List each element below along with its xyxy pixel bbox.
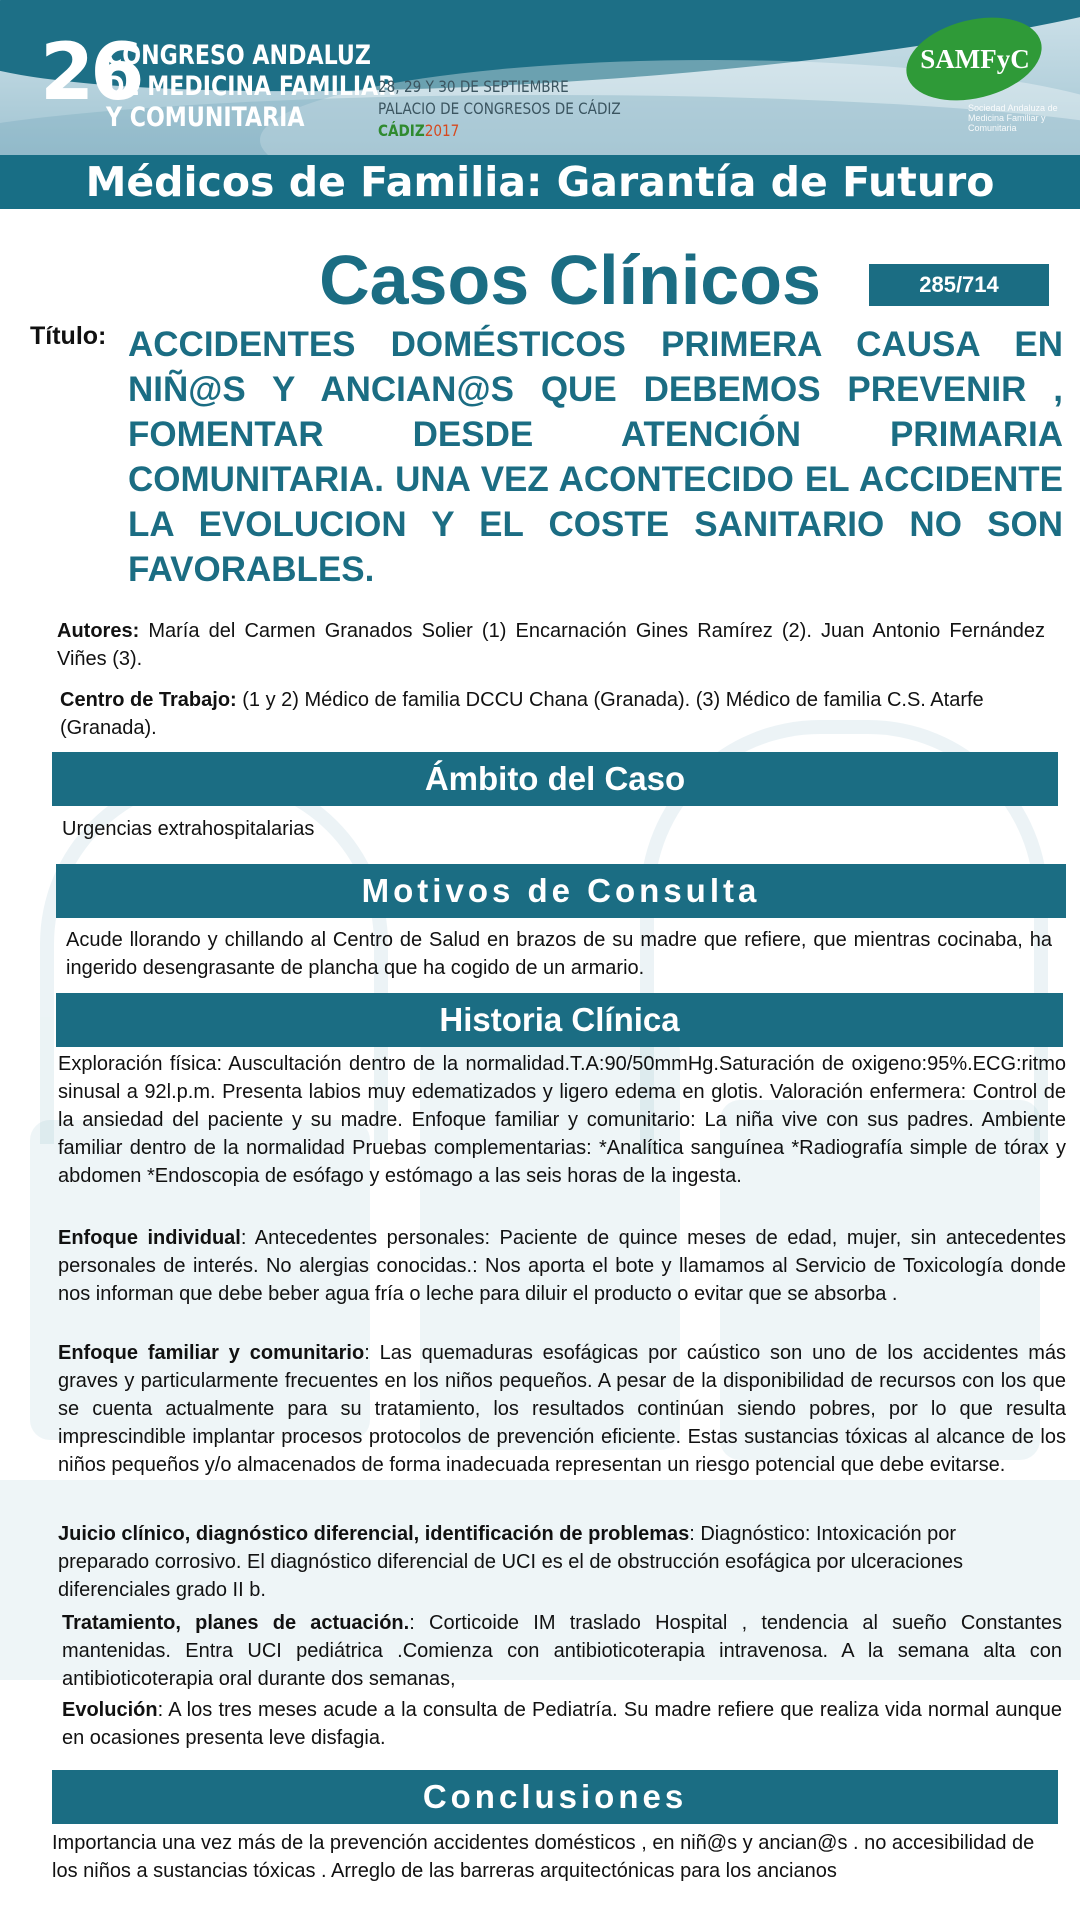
enfoque-familiar-text: : Las quemaduras esofágicas por caústico son uno de los accidentes más graves y particularmente frecuentes en los niños pequeños. A pesar de la disponibilidad de recursos con los que se cuenta actualmente para su tratamiento, los resultados continúan siendo pobres, por lo que resulta imprescindible implantar procesos protocolos de prevención eficiente. Estas sustancias tóxicas al alcance de los niños pequeños y/o almacenados de forma inadecuada representan un riesgo potencial que debe evitarse. bbox=[58, 1342, 1066, 1476]
conclusiones-text: Importancia una vez más de la prevención accidentes domésticos , en niñ@s y ancian@s . no accesibilidad de los niños a sustancias tóxicas . Arreglo de las barreras arquitectónicas para los ancianos bbox=[52, 1832, 1035, 1882]
case-number-badge: 285/714 bbox=[869, 264, 1049, 306]
section-heading-ambito: Ámbito del Caso bbox=[52, 752, 1058, 806]
section-heading-conclusiones: Conclusiones bbox=[52, 1770, 1058, 1824]
congress-title-line: Y COMUNITARIA bbox=[106, 102, 305, 133]
authors-text: María del Carmen Granados Solier (1) Encarnación Gines Ramírez (2). Juan Antonio Fernández Viñes (3). bbox=[57, 620, 1045, 670]
tratamiento-text: : Corticoide IM traslado Hospital , tendencia al sueño Constantes mantenidas. Entra UCI pediátrica .Comienza con antibioticoterapia intravenosa. A la semana alta con antibioticoterapia oral durante dos semanas, bbox=[62, 1612, 1062, 1690]
enfoque-individual-text: : Antecedentes personales: Paciente de quince meses de edad, mujer, sin antecedentes personales de interés. No alergias conocidas.: Nos aporta el bote y llamamos al Servicio de Toxicología donde nos informan que debe beber agua fría o leche para diluir el producto o evitar que se absorba . bbox=[58, 1227, 1066, 1305]
historia-exploracion: Exploración física: Auscultación dentro de la normalidad.T.A:90/50mmHg.Saturación de oxigeno:95%.ECG:ritmo sinusal a 92l.p.m. Presenta labios muy edematizados y ligero edema en glotis. Valoración enfermera: Control de la ansiedad del paciente y su madre. Enfoque familiar y comunitario: La niña vive con sus padres. Ambiente familiar dentro de la normalidad Pruebas complementarias: *Analítica sanguínea *Radiografía simple de tórax y abdomen *Endoscopia de esófago y estómago a las seis horas de la ingesta. bbox=[58, 1053, 1066, 1187]
section-heading-motivos: Motivos de Consulta bbox=[56, 864, 1066, 918]
motivos-text: Acude llorando y chillando al Centro de Salud en brazos de su madre que refiere, que mientras cocinaba, ha ingerido desengrasante de plancha que ha cogido de un armario. bbox=[66, 929, 1052, 979]
logo-text: SAMFyC bbox=[920, 44, 1030, 74]
authors bbox=[57, 617, 1045, 673]
workplace-label: Centro de Trabajo: bbox=[60, 689, 237, 711]
historia-enfoque-familiar bbox=[58, 1339, 1066, 1479]
congress-title-line: CONGRESO ANDALUZ bbox=[106, 40, 371, 71]
authors-label: Autores: bbox=[57, 620, 140, 642]
historia-enfoque-individual bbox=[58, 1224, 1066, 1308]
tratamiento-label: Tratamiento, planes de actuación. bbox=[62, 1612, 410, 1634]
historia-tratamiento bbox=[62, 1609, 1062, 1693]
workplace bbox=[60, 686, 1045, 742]
workplace-text: (1 y 2) Médico de familia DCCU Chana (Granada). (3) Médico de familia C.S. Atarfe (Granada). bbox=[60, 689, 984, 739]
enfoque-individual-label: Enfoque individual bbox=[58, 1227, 241, 1249]
juicio-label: Juicio clínico, diagnóstico diferencial, identificación de problemas bbox=[58, 1523, 690, 1545]
ambito-text: Urgencias extrahospitalarias bbox=[62, 818, 315, 840]
congress-title bbox=[106, 40, 395, 133]
congress-year: 2017 bbox=[424, 121, 460, 140]
motto-banner: Médicos de Familia: Garantía de Futuro bbox=[0, 155, 1080, 209]
historia-juicio-clinico bbox=[58, 1520, 1038, 1604]
samfyc-logo bbox=[905, 20, 1045, 100]
historia-evolucion bbox=[62, 1696, 1062, 1752]
evolucion-text: : A los tres meses acude a la consulta de Pediatría. Su madre refiere que realiza vida normal aunque en ocasiones presenta leve disfagia. bbox=[62, 1699, 1062, 1749]
congress-number: 26 bbox=[40, 28, 141, 118]
congress-city-year bbox=[378, 120, 621, 142]
congress-dates-block bbox=[378, 76, 621, 142]
evolucion-label: Evolución bbox=[62, 1699, 158, 1721]
document-type-title: Casos Clínicos bbox=[319, 241, 821, 319]
juicio-text: : Diagnóstico: Intoxicación por preparado corrosivo. El diagnóstico diferencial de UCI es el de obstrucción esofágica por ulceraciones diferenciales grado II b. bbox=[58, 1523, 963, 1601]
title-label: Título: bbox=[30, 322, 107, 350]
section-heading-historia: Historia Clínica bbox=[56, 993, 1063, 1047]
congress-venue: PALACIO DE CONGRESOS DE CÁDIZ bbox=[378, 99, 621, 118]
congress-city: CÁDIZ bbox=[378, 121, 425, 140]
congress-title-line: DE MEDICINA FAMILIAR bbox=[106, 71, 396, 102]
logo-subtitle: Sociedad Andaluza de Medicina Familiar y Comunitaria bbox=[968, 103, 1058, 133]
case-title: ACCIDENTES DOMÉSTICOS PRIMERA CAUSA EN NIÑ@S Y ANCIAN@S QUE DEBEMOS PREVENIR , FOMENTAR DESDE ATENCIÓN PRIMARIA COMUNITARIA. UNA VEZ ACONTECIDO EL ACCIDENTE LA EVOLUCION Y EL COSTE SANITARIO NO SON FAVORABLES. bbox=[128, 325, 1063, 589]
congress-dates: 28, 29 Y 30 DE SEPTIEMBRE bbox=[378, 77, 569, 96]
enfoque-familiar-label: Enfoque familiar y comunitario bbox=[58, 1342, 365, 1364]
congress-header bbox=[0, 0, 1080, 155]
